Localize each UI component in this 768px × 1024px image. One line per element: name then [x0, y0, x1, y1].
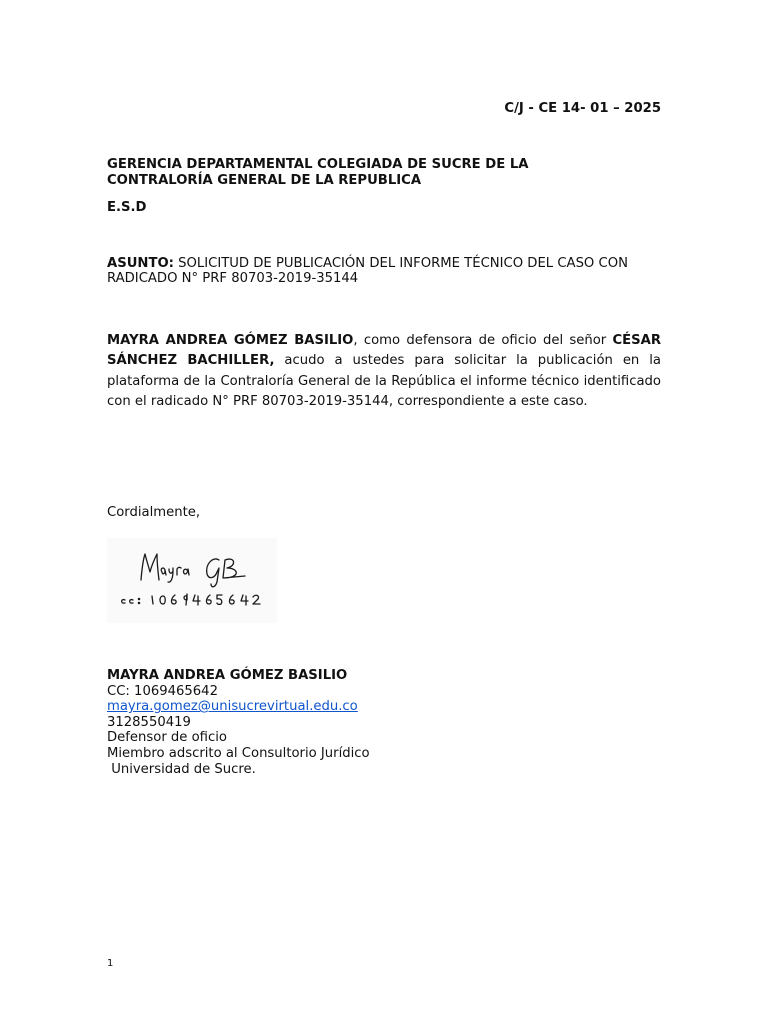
signer-phone: 3128550419	[107, 714, 191, 730]
recipient-line-2: CONTRALORÍA GENERAL DE LA REPUBLICA	[107, 172, 422, 188]
signer-member: Miembro adscrito al Consultorio Jurídico	[107, 745, 370, 761]
signer-email-link[interactable]: mayra.gomez@unisucrevirtual.edu.co	[107, 699, 358, 715]
body-sender-name: MAYRA ANDREA GÓMEZ BASILIO	[107, 333, 354, 348]
signer-university: Universidad de Sucre.	[107, 761, 256, 777]
subject-label: ASUNTO:	[107, 256, 174, 271]
signer-cc: CC: 1069465642	[107, 683, 218, 699]
closing-text: Cordialmente,	[107, 505, 201, 520]
recipient-block	[107, 157, 667, 188]
subject-text: SOLICITUD DE PUBLICACIÓN DEL INFORME TÉCNICO DEL CASO CON RADICADO N° PRF 80703-2019-35144	[107, 256, 628, 286]
body-paragraph	[107, 331, 661, 412]
signer-role: Defensor de oficio	[107, 730, 227, 746]
esd-label: E.S.D	[107, 200, 147, 215]
signer-block	[107, 668, 370, 777]
body-text-part-2: acudo a ustedes para solicitar la publicación en la plataforma de la Contraloría General de la República el informe técnico identificado con el radicado N° PRF 80703-2019-35144, correspondiente a este caso.	[107, 353, 661, 409]
reference-code: C/J - CE 14- 01 – 2025	[504, 101, 661, 116]
recipient-line-1: GERENCIA DEPARTAMENTAL COLEGIADA DE SUCRE DE LA	[107, 157, 529, 172]
body-client-name: CÉSAR SÁNCHEZ BACHILLER,	[107, 333, 661, 369]
body-text-part-1: , como defensora de oficio del señor	[353, 333, 613, 348]
subject-block	[107, 256, 667, 286]
signer-name: MAYRA ANDREA GÓMEZ BASILIO	[107, 668, 348, 683]
page-number: 1	[107, 958, 114, 969]
handwritten-signature	[107, 538, 277, 623]
